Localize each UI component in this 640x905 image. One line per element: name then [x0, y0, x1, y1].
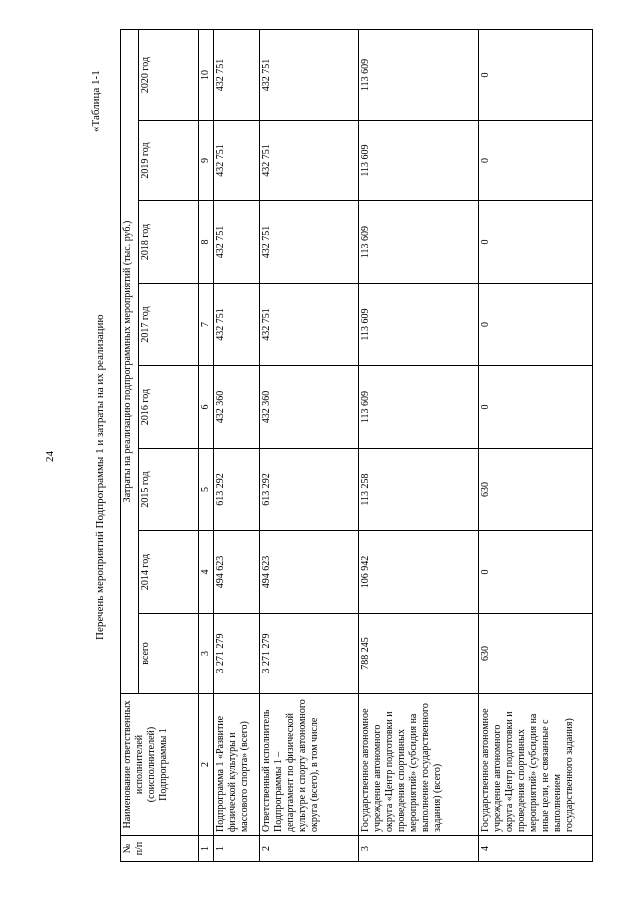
header-costs-group: Затраты на реализацию подпрограммных мероприятий (тыс. руб.): [121, 29, 139, 693]
cell-total: 630: [479, 614, 593, 694]
header-no: № п/п: [121, 836, 199, 862]
header-year: 2016 год: [139, 366, 199, 449]
cell-value: 613 292: [260, 449, 359, 531]
cell-value: 613 292: [214, 449, 260, 531]
cell-value: 432 751: [214, 201, 260, 284]
cell-value: 432 751: [260, 121, 359, 201]
page-number: 24: [44, 451, 56, 462]
cell-value: 432 751: [260, 284, 359, 366]
row-name: Государственное автономное учреждение автономного округа «Центр подготовки и проведения спортивных мероприятий» (субсидия на выполнение государственного задания) (всего): [359, 694, 479, 836]
column-number-row: [199, 29, 214, 861]
cell-value: 432 751: [214, 121, 260, 201]
cell-value: 432 751: [260, 201, 359, 284]
column-number: 1: [199, 836, 214, 862]
cell-value: 0: [479, 121, 593, 201]
costs-table: [120, 29, 593, 862]
cell-value: 494 623: [260, 531, 359, 614]
column-number: 7: [199, 284, 214, 366]
cell-value: 113 609: [359, 366, 479, 449]
header-year: 2015 год: [139, 449, 199, 531]
cell-total: 3 271 279: [214, 614, 260, 694]
cell-value: 494 623: [214, 531, 260, 614]
header-total: всего: [139, 614, 199, 694]
cell-value: 432 751: [214, 29, 260, 120]
header-year: 2019 год: [139, 121, 199, 201]
column-number: 10: [199, 29, 214, 120]
table-caption: «Таблица 1-1: [90, 70, 102, 132]
table-row: [359, 29, 479, 861]
cell-value: 432 751: [260, 29, 359, 120]
cell-value: 113 609: [359, 201, 479, 284]
row-number: 4: [479, 836, 593, 862]
header-year: 2014 год: [139, 531, 199, 614]
cell-value: 0: [479, 29, 593, 120]
cell-value: 106 942: [359, 531, 479, 614]
cell-value: 113 609: [359, 121, 479, 201]
column-number: 2: [199, 694, 214, 836]
table-row: [479, 29, 593, 861]
table-row: [260, 29, 359, 861]
cell-value: 113 258: [359, 449, 479, 531]
cell-value: 432 751: [214, 284, 260, 366]
column-number: 8: [199, 201, 214, 284]
column-number: 9: [199, 121, 214, 201]
cell-value: 0: [479, 201, 593, 284]
row-name: Ответственный исполнитель Подпрограммы 1 – департамент по физической культуре и спорту автономного округа (всего), в том числе: [260, 694, 359, 836]
row-name: Подпрограмма 1 «Развитие физической культуры и массового спорта» (всего): [214, 694, 260, 836]
cell-total: 3 271 279: [260, 614, 359, 694]
header-year: 2018 год: [139, 201, 199, 284]
page-title: Перечень мероприятий Подпрограммы 1 и затраты на их реализацию: [94, 314, 106, 640]
cell-value: 113 609: [359, 29, 479, 120]
header-year: 2017 год: [139, 284, 199, 366]
cell-value: 0: [479, 531, 593, 614]
column-number: 5: [199, 449, 214, 531]
cell-value: 630: [479, 449, 593, 531]
header-name: Наименование ответственных исполнителей (соисполнителей) Подпрограммы 1: [121, 694, 199, 836]
cell-value: 432 360: [260, 366, 359, 449]
cell-total: 788 245: [359, 614, 479, 694]
column-number: 3: [199, 614, 214, 694]
cell-value: 432 360: [214, 366, 260, 449]
cell-value: 0: [479, 366, 593, 449]
header-year: 2020 год: [139, 29, 199, 120]
cell-value: 113 609: [359, 284, 479, 366]
row-number: 1: [214, 836, 260, 862]
row-number: 3: [359, 836, 479, 862]
row-number: 2: [260, 836, 359, 862]
column-number: 6: [199, 366, 214, 449]
cell-value: 0: [479, 284, 593, 366]
table-row: [214, 29, 260, 861]
rotated-table-container: [120, 30, 600, 862]
column-number: 4: [199, 531, 214, 614]
row-name: Государственное автономное учреждение автономного округа «Центр подготовки и проведения спортивных мероприятий» (субсидия на иные цели, не связанные с выполнением государственного задания): [479, 694, 593, 836]
